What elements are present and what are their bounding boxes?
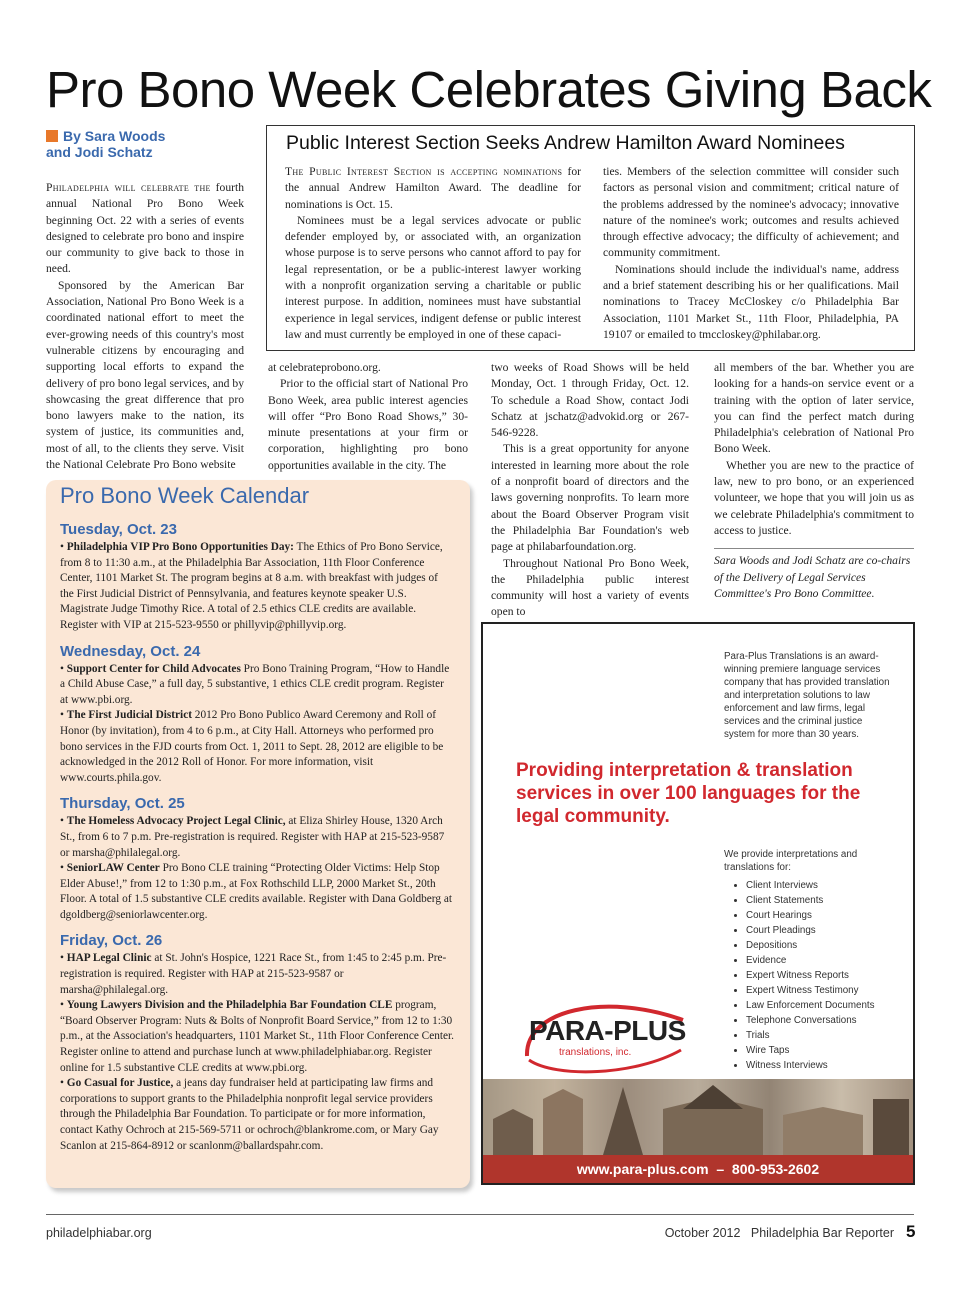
calendar-day-heading: Tuesday, Oct. 23 [60,521,177,538]
article-lead: Philadelphia will celebrate the [46,181,211,194]
article-paragraph: Whether you are new to the practice of law, new to pro bono, or an experienced volunteer, we hope that you will join us as we celebrate Philadelphia's commitment to access to justice. [714,458,914,537]
article-paragraph: at celebrateprobono.org. [268,361,381,374]
para-plus-logo [515,990,690,1080]
calendar-event-name: Go Casual for Justice, [66,1077,174,1090]
ad-service-item: • Expert Witness Reports [746,968,904,983]
ad-service-item: • Client Statements [746,893,904,908]
ad-headline: Providing interpretation & translation services in over 100 languages for the legal community. [516,760,861,827]
calendar-event-name: Young Lawyers Division and the Philadelphia Bar Foundation CLE [66,999,393,1012]
calendar-day [60,795,454,923]
ad-service-item: • Court Hearings [746,908,904,923]
ad-service-item: • Depositions [746,938,904,953]
landmarks-collage-icon [483,1079,913,1155]
award-sidebar-paragraph: Nominees must be a legal services advocate or public defender employed by, or associated with, an organization whose purpose is to serve persons who cannot afford to pay for legal representation, or be a public-interest lawyer working with a nonprofit organization serving a charitable or public interest purpose. In addition, nominees must have substantial experience in legal services, indigent defense or public interest law and must currently be employed in one of these capaci- [285,213,581,341]
award-sidebar-paragraph: for the annual Andrew Hamilton Award. The deadline for nominations is Oct. 15. [285,165,581,211]
logo-name: PARA-PLUS [529,1015,686,1046]
para-plus-advertisement[interactable] [481,622,915,1185]
article-paragraph: Throughout National Pro Bono Week, the Philadelphia public interest community will host a variety of events open to [491,556,689,619]
calendar-day [60,643,454,787]
byline-line1: By Sara Woods [63,128,166,144]
page-number: 5 [906,1222,916,1241]
calendar-event-details: at Eliza Shirley House, 1320 Arch St., from 6 to 7 p.m. Pre-registration is required. Register with HAP at 215-523-9587 or marsha@philalegal.org. [60,815,445,859]
article-paragraph: This is a great opportunity for anyone interested in learning more about the role of a nonprofit board of directors and the laws governing nonprofits. To learn more about the Board Observer Program visit the Philadelphia Bar Foundation's web page at philabarfoundation.org. [491,442,689,554]
ad-service-item: • Law Enforcement Documents [746,998,904,1013]
article-paragraph: Prior to the official start of National Pro Bono Week, area public interest agencies will offer “Pro Bono Road Shows,” 30-minute presentations at your firm or corporation, highlighting pro bono opportunities available in the city. The [268,377,468,472]
article-paragraph: all members of the bar. Whether you are looking for a hands-on service event or a training with the option of later service, you can find the perfect match during Philadelphia's celebration of National Pro Bono Week. [714,361,914,456]
calendar-day-heading: Thursday, Oct. 25 [60,795,185,813]
ad-service-item: • Expert Witness Testimony [746,983,904,998]
ad-service-item: • Wire Taps [746,1043,904,1058]
calendar-day-heading: Wednesday, Oct. 24 [60,642,201,660]
calendar-day [60,521,454,634]
calendar-event-name: The First Judicial District [66,709,192,722]
calendar-event: • The First Judicial District 2012 Pro Bono Publico Award Ceremony and Roll of Honor (by invitation), from 4 to 6 p.m., at City Hall. Attorneys who performed pro bono services in the FJD courts from Oct. 1, 2011 to Sept. 28, 2012 are eligible to be acknowledged in the 2012 Roll of Honor. For more information, visit www.courts.phila.gov. [60,709,444,784]
article-column-4 [714,360,914,602]
footer-divider [46,1214,914,1215]
article-paragraph: fourth annual National Pro Bono Week beginning Oct. 22 with a series of events designed to celebrate pro bono and inspire our community to give back to those in need. [46,181,245,276]
calendar-event-details: 2012 Pro Bono Publico Award Ceremony and Roll of Honor (by invitation), from 4 to 6 p.m., at City Hall. Attorneys who performed pro bono services in the FJD courts from Oct. 1, 2011 to Sept. 28, 2012 are eligible to be acknowledged in the 2012 Roll of Honor. For more information, visit www.courts.phila.gov. [60,709,444,784]
calendar-event: • SeniorLAW Center Pro Bono CLE training “Protecting Older Victims: Help Stop Elder Abuse!,” from 12 to 1:30 p.m., at Fox Rothschild LLP, 2000 Market St., 20th Floor. A total of 1.5 substantive CLE credits available. Register with Dana Goldberg at dgoldberg@seniorlawcenter.org. [60,862,452,921]
calendar-title: Pro Bono Week Calendar [60,483,310,508]
footer-issue: October 2012 Philadelphia Bar Reporter [664,1226,894,1240]
page-headline: Pro Bono Week Celebrates Giving Back [46,61,932,118]
award-sidebar-title: Public Interest Section Seeks Andrew Hamilton Award Nominees [286,132,845,154]
orange-square-icon [46,130,58,142]
author-note: Sara Woods and Jodi Schatz are co-chairs of the Delivery of Legal Services Committee's Pro Bono Committee. [714,548,914,602]
ad-services [724,848,904,1073]
calendar-event-name: Support Center for Child Advocates [66,662,241,675]
calendar-event-details: at St. John's Hospice, 1221 Race St., from 1:45 to 2:45 p.m. Pre-registration is required. Register with HAP at 215-523-9587 or marsha@philalegal.org. [60,952,447,996]
calendar-event: • Support Center for Child Advocates Pro Bono Training Program, “How to Handle a Child Abuse Case,” a full day, 5 substantive, 1 ethics CLE credit program. Register at www.pbi.org. [60,662,450,706]
ad-service-item: • Telephone Conversations [746,1013,904,1028]
ad-service-item: • Client Interviews [746,878,904,893]
ad-intro: Para-Plus Translations is an award-winning premiere language services company that has provided translation and interpretation solutions to law enforcement and law firms, legal services and the criminal justice system for more than 30 years. [724,651,890,740]
byline [46,128,256,160]
article-column-3 [491,360,689,621]
calendar-event: • HAP Legal Clinic at St. John's Hospice, 1221 Race St., from 1:45 to 2:45 p.m. Pre-registration is required. Register with HAP at 215-523-9587 or marsha@philalegal.org. [60,952,447,996]
calendar-event: • Philadelphia VIP Pro Bono Opportunities Day: The Ethics of Pro Bono Service, from 8 to 11:30 a.m., at the Philadelphia Bar Association, 11th Floor Conference Center, 1101 Market St. The program begins at 8 a.m. with breakfast with judges of the First Judicial District of Pennsylvania, and features keynote speaker U.S. Magistrate Judge Timothy Rice. A total of 2.5 ethics CLE credits are available. Register with VIP at 215-523-9550 or phillyvip@phillyvip.org. [60,541,443,631]
calendar-event: • The Homeless Advocacy Project Legal Clinic, at Eliza Shirley House, 1320 Arch St., from 6 to 7 p.m. Pre-registration is required. Register with HAP at 215-523-9587 or marsha@philalegal.org. [60,815,445,859]
calendar-event-details: The Ethics of Pro Bono Service, from 8 to 11:30 a.m., at the Philadelphia Bar Association, 11th Floor Conference Center, 1101 Market St. The program begins at 8 a.m. with breakfast with judges of the First Judicial District of Pennsylvania, and features keynote speaker U.S. Magistrate Judge Timothy Rice. A total of 2.5 ethics CLE credits are available. Register with VIP at 215-523-9550 or phillyvip@phillyvip.org. [60,541,443,631]
ad-service-item: • Trials [746,1028,904,1043]
ad-service-item: • Court Pleadings [746,923,904,938]
ad-services-list [724,878,904,1073]
calendar-event-name: SeniorLAW Center [66,862,160,875]
ad-list-intro: We provide interpretations and translations for: [724,849,858,873]
calendar-list [60,521,454,1163]
calendar-event-details: program, “Board Observer Program: Nuts & Bolts of Nonprofit Board Service,” from 12 to 1:30 p.m., at the Association's headquarters, 1101 Market St., 11th Floor Conference Center. Register online to attend and purchase lunch at www.philadelphiabar.org. Register online for 1.5 substantive CLE credits at www.pbi.org. [60,999,454,1074]
logo-subtitle: translations, inc. [559,1047,632,1058]
award-sidebar-paragraph: Nominations should include the individual's name, address and a brief statement describing his or her qualifications. Mail nominations to Tracey McCloskey c/o Philadelphia Bar Association, 1101 Market St., 11th Floor, Philadelphia, PA 19107 or emailed to tmccloskey@philabar.org. [603,262,899,341]
calendar-event-details: a jeans day fundraiser held at participating law firms and corporations to support grants to the Philadelphia nonprofit legal service providers through the Philadelphia Bar Foundation. To participate or for more information, contact Kathy Ochroch at 215-569-5711 or ochroch@blankrome.com, or Mary Gay Scanlon at 215-864-8912 or scanlonm@ballardspahr.com. [60,1077,439,1152]
calendar-event-details: Pro Bono Training Program, “How to Handle a Child Abuse Case,” a full day, 5 substantive, 1 ethics CLE credit program. Register at www.pbi.org. [60,662,450,706]
article-column-2 [268,360,468,474]
calendar-day [60,932,454,1154]
award-sidebar-column-1 [285,164,581,343]
calendar-event-details: Pro Bono CLE training “Protecting Older Victims: Help Stop Elder Abuse!,” from 12 to 1:30 p.m., at Fox Rothschild LLP, 2000 Market St., 20th Floor. A total of 1.5 substantive CLE credits available. Register with Dana Goldberg at dgoldberg@seniorlawcenter.org. [60,862,452,921]
ad-service-item: • Evidence [746,953,904,968]
calendar-event-name: HAP Legal Clinic [66,952,152,965]
byline-line2: and Jodi Schatz [46,144,153,160]
article-paragraph: two weeks of Road Shows will be held Monday, Oct. 1 through Friday, Oct. 12. To schedule a Road Show, contact Jodi Schatz at jschatz@advokid.org or 267-546-9228. [491,361,689,440]
ad-contact-bar[interactable]: www.para-plus.com – 800-953-2602 [483,1155,913,1183]
calendar-event: • Go Casual for Justice, a jeans day fundraiser held at participating law firms and corporations to support grants to the Philadelphia nonprofit legal service providers through the Philadelphia Bar Foundation. To participate or for more information, contact Kathy Ochroch at 215-569-5711 or ochroch@blankrome.com, or Mary Gay Scanlon at 215-864-8912 or scanlonm@ballardspahr.com. [60,1077,439,1152]
footer-website[interactable]: philadelphiabar.org [46,1226,152,1240]
ad-service-item: • Witness Interviews [746,1058,904,1073]
award-sidebar-paragraph: ties. Members of the selection committee will consider such factors as personal vision and commitment; critical nature of the problems addressed by the nominee's advocacy; innovative nature of the nominee's work; outcomes and results achieved through effective advocacy; the difficulty of achievement; and community commitment. [603,165,899,260]
calendar-event: • Young Lawyers Division and the Philadelphia Bar Foundation CLE program, “Board Observer Program: Nuts & Bolts of Nonprofit Board Service,” from 12 to 1:30 p.m., at the Association's headquarters, 1101 Market St., 11th Floor Conference Center. Register online to attend and purchase lunch at www.philadelphiabar.org. Register online for 1.5 substantive CLE credits at www.pbi.org. [60,999,454,1074]
calendar-event-name: Philadelphia VIP Pro Bono Opportunities Day: [66,541,294,553]
calendar-day-heading: Friday, Oct. 26 [60,932,163,950]
award-sidebar-column-2 [603,164,899,343]
article-column-1 [46,180,244,473]
calendar-event-name: The Homeless Advocacy Project Legal Clinic, [66,815,286,828]
award-sidebar-lead: The Public Interest Section is accepting nominations [285,165,563,178]
article-paragraph: Sponsored by the American Bar Association, National Pro Bono Week is a coordinated national effort to meet the ever-growing needs of this country's most vulnerable citizens by encouraging and supporting local efforts to expand the delivery of pro bono legal services, and by showcasing the great difference that pro bono lawyers make to the nation, its system of justice, its communities and, most of all, to the clients they serve. Visit the National Celebrate Pro Bono website [46,278,244,472]
landmark-photo-strip [483,1079,913,1155]
